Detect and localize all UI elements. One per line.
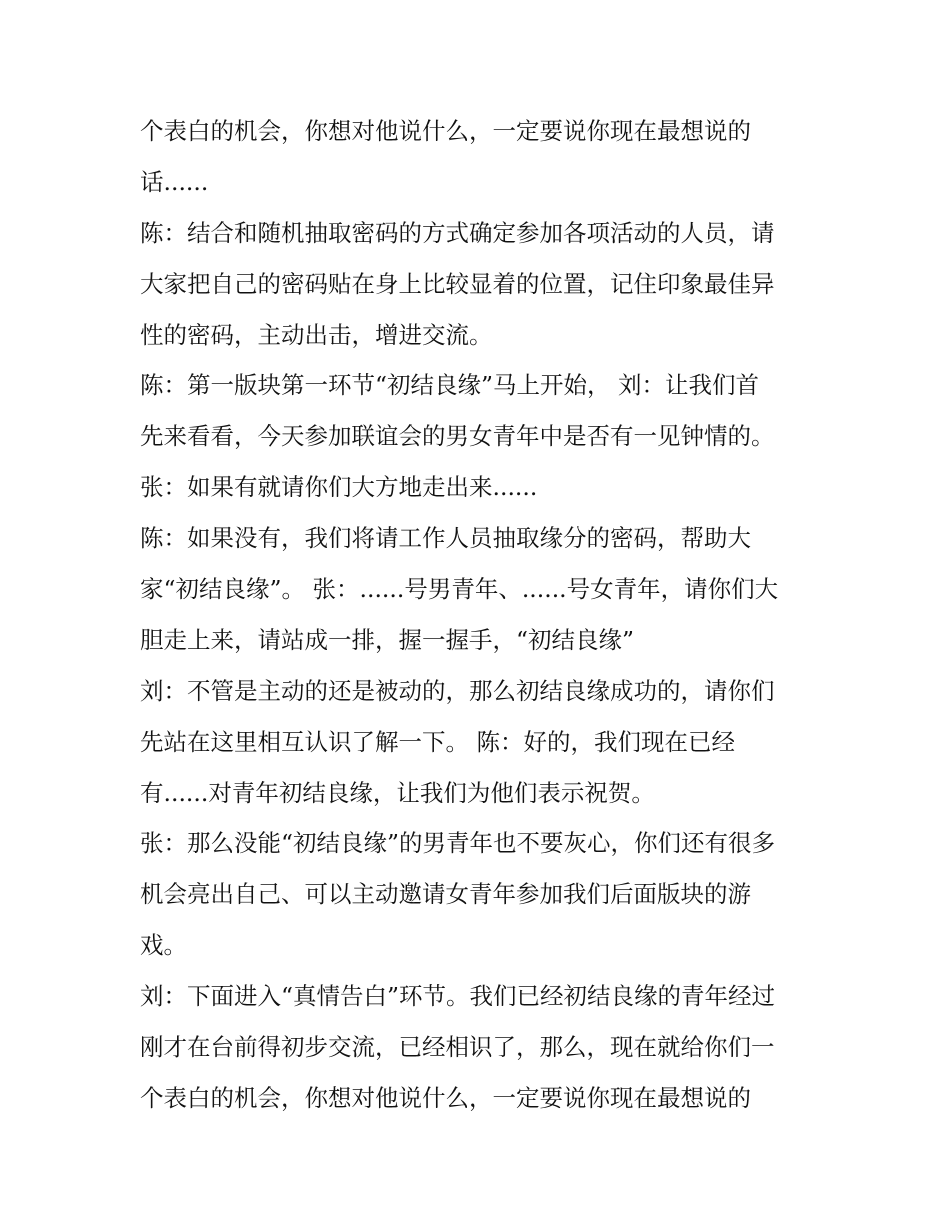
text-line: 性的密码，主动出击，增进交流。 <box>140 320 493 349</box>
text-line: 张：如果有就请你们大方地走出来...... <box>140 473 538 502</box>
text-line: 刘：下面进入“真情告白”环节。我们已经初结良缘的青年经过 <box>140 982 776 1011</box>
text-line: 个表白的机会，你想对他说什么，一定要说你现在最想说的 <box>140 1083 751 1112</box>
text-line: 刘：不管是主动的还是被动的，那么初结良缘成功的，请你们 <box>140 676 775 705</box>
text-line: 个表白的机会，你想对他说什么，一定要说你现在最想说的 <box>140 117 751 145</box>
text-line: 张：那么没能“初结良缘”的男青年也不要灰心，你们还有很多 <box>140 829 776 858</box>
text-line: 大家把自己的密码贴在身上比较显着的位置，记住印象最佳异 <box>140 269 775 298</box>
text-line: 有......对青年初结良缘，让我们为他们表示祝贺。 <box>140 778 655 807</box>
document-body <box>140 106 830 1124</box>
text-line: 先站在这里相互认识了解一下。 陈：好的，我们现在已经 <box>140 727 735 756</box>
text-line: 话...... <box>140 167 209 196</box>
text-line: 刚才在台前得初步交流，已经相识了，那么，现在就给你们一 <box>140 1033 775 1062</box>
text-line: 胆走上来，请站成一排，握一握手，“初结良缘” <box>140 625 635 654</box>
text-line: 机会亮出自己、可以主动邀请女青年参加我们后面版块的游 <box>140 880 751 909</box>
text-line: 家“初结良缘”。 张：......号男青年、......号女青年，请你们大 <box>140 575 779 604</box>
text-line: 陈：如果没有，我们将请工作人员抽取缘分的密码，帮助大 <box>140 524 751 553</box>
text-line: 陈：第一版块第一环节“初结良缘”马上开始， 刘：让我们首 <box>140 371 759 400</box>
text-line: 先来看看，今天参加联谊会的男女青年中是否有一见钟情的。 <box>140 422 775 451</box>
text-line: 陈：结合和随机抽取密码的方式确定参加各项活动的人员，请 <box>140 218 775 247</box>
text-line: 戏。 <box>140 931 187 960</box>
